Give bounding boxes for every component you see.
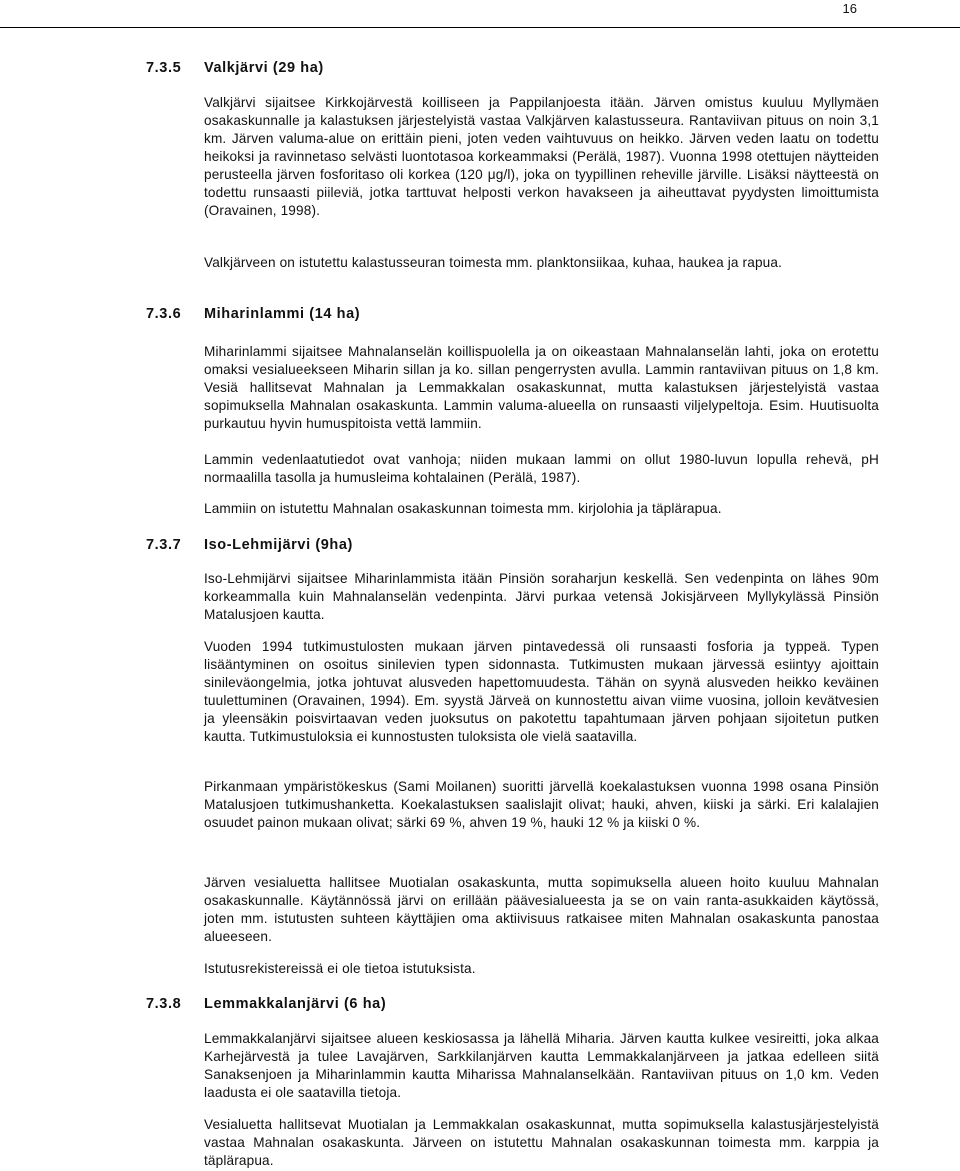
section-title: Lemmakkalanjärvi (6 ha) (204, 996, 387, 1012)
section-heading-lemmakkalanjarvi (146, 996, 386, 1012)
section-title: Iso-Lehmijärvi (9ha) (204, 537, 353, 553)
section-title: Miharinlammi (14 ha) (204, 306, 361, 322)
section-number: 7.3.6 (146, 306, 182, 322)
paragraph: Vuoden 1994 tutkimustulosten mukaan järven pintavedessä oli runsaasti fosforia ja typpeä. Typen lisääntyminen on osoitus sinilevien typen sidonnasta. Tutkimusten mukaan järvessä esiintyy ajoittain sinileväongelmia, jotka johtuvat alusveden hapettomuudesta. Tähän on syynä alusveden heikko keväinen tuulettuminen (Oravainen, 1994). Em. syystä Järveä on kunnostettu aivan viime vuosina, jolloin kevätvesien ja yleensäkin poisvirtaavan veden juoksutus on pakotettu tapahtumaan järven pohjaan sijoitetun putken kautta. Tutkimustuloksia ei kunnostusten tuloksista ole vielä saatavilla. (204, 639, 879, 744)
paragraph: Lemmakkalanjärvi sijaitsee alueen keskiosassa ja lähellä Miharia. Järven kautta kulkee vesireitti, joka alkaa Karhejärvestä ja tulee Lavajärven, Sarkkilanjärven kautta Lemmakkalanjärveen ja jatkaa edelleen siitä Sanaksenjoen ja Miharinlammin kautta Miharissa Mahnalanselkään. Rantaviivan pituus on 1,0 km. Veden laadusta ei ole saatavilla tietoja. (204, 1031, 879, 1100)
paragraph: Iso-Lehmijärvi sijaitsee Miharinlammista itään Pinsiön soraharjun keskellä. Sen vedenpinta on lähes 90m korkeammalla kuin Mahnalanselän vedenpinta. Järvi purkaa vetensä Jokisjärveen Myllykylässä Pinsiön Matalusjoen kautta. (204, 571, 879, 622)
paragraph: Istutusrekistereissä ei ole tietoa istutuksista. (204, 961, 476, 976)
page-number: 16 (842, 1, 857, 16)
section-heading-valkjarvi (146, 60, 324, 76)
section-title: Valkjärvi (29 ha) (204, 60, 324, 76)
paragraph: Pirkanmaan ympäristökeskus (Sami Moilanen) suoritti järvellä koekalastuksen vuonna 1998 osana Pinsiön Matalusjoen tutkimushanketta. Koekalastuksen saalislajit olivat; hauki, ahven, kiiski ja särki. Eri kalalajien osuudet painon mukaan olivat; särki 69 %, ahven 19 %, hauki 12 % ja kiiski 0 %. (204, 779, 879, 830)
section-number: 7.3.5 (146, 60, 182, 76)
section-number: 7.3.7 (146, 537, 182, 553)
page-header (0, 0, 960, 28)
paragraph: Vesialuetta hallitsevat Muotialan ja Lemmakkalan osakaskunnat, mutta sopimuksella kalastusjärjestelyistä vastaa Mahnalan osakaskunta. Järveen on istutettu Mahnalan osakaskunnan toimesta mm. karppia ja täplärapua. (204, 1117, 879, 1168)
section-heading-miharinlammi (146, 306, 360, 322)
section-heading-iso-lehmijarvi (146, 537, 353, 553)
paragraph: Lammiin on istutettu Mahnalan osakaskunnan toimesta mm. kirjolohia ja täplärapua. (204, 501, 722, 516)
paragraph: Lammin vedenlaatutiedot ovat vanhoja; niiden mukaan lammi on ollut 1980-luvun lopulla rehevä, pH normaalilla tasolla ja humusleima kohtalainen (Perälä, 1987). (204, 452, 879, 485)
paragraph: Miharinlammi sijaitsee Mahnalanselän koillispuolella ja on oikeastaan Mahnalanselän lahti, joka on erotettu omaksi vesialueekseen Miharin sillan ja ko. sillan pengerrysten avulla. Lammin rantaviivan pituus on 1,8 km. Vesiä hallitsevat Mahnalan ja Lemmakkalan osakaskunnat, mutta kalastuksen järjestelyistä vastaa sopimuksella Mahnalan osakaskunta. Lammin valuma-alueella on runsaasti viljelypeltoja. Esim. Huutisuolta purkautuu hyvin humuspitoista vettä lammiin. (204, 344, 879, 431)
paragraph: Valkjärveen on istutettu kalastusseuran toimesta mm. planktonsiikaa, kuhaa, haukea ja rapua. (204, 255, 783, 270)
paragraph: Järven vesialuetta hallitsee Muotialan osakaskunta, mutta sopimuksella alueen hoito kuuluu Mahnalan osakaskunnalle. Käytännössä järvi on erillään päävesialueesta ja se on vain ranta-asukkaiden käytössä, joten mm. istutusten suhteen käyttäjien oma aktiivisuus ratkaisee miten Mahnalan osakaskunta panostaa alueeseen. (204, 875, 879, 944)
section-number: 7.3.8 (146, 996, 182, 1012)
paragraph: Valkjärvi sijaitsee Kirkkojärvestä koilliseen ja Pappilanjoesta itään. Järven omistus kuuluu Myllymäen osakaskunnalle ja kalastuksen järjestelyistä vastaa Valkjärven kalastusseura. Rantaviivan pituus on noin 3,1 km. Järven valuma-alue on erittäin pieni, joten veden vaihtuvuus on heikko. Järven veden laatu on todettu heikoksi ja ravinnetaso selvästi luontotasoa korkeammaksi (Perälä, 1987). Vuonna 1998 otettujen näytteiden perusteella järven fosforitaso oli korkea (120 μg/l), joka on tyypillinen reheville järville. Lisäksi näytteestä on todettu runsaasti piileviä, jotka tarttuvat helposti verkon havakseen ja aiheuttavat pyydysten limoittumista (Oravainen, 1998). (204, 95, 879, 218)
